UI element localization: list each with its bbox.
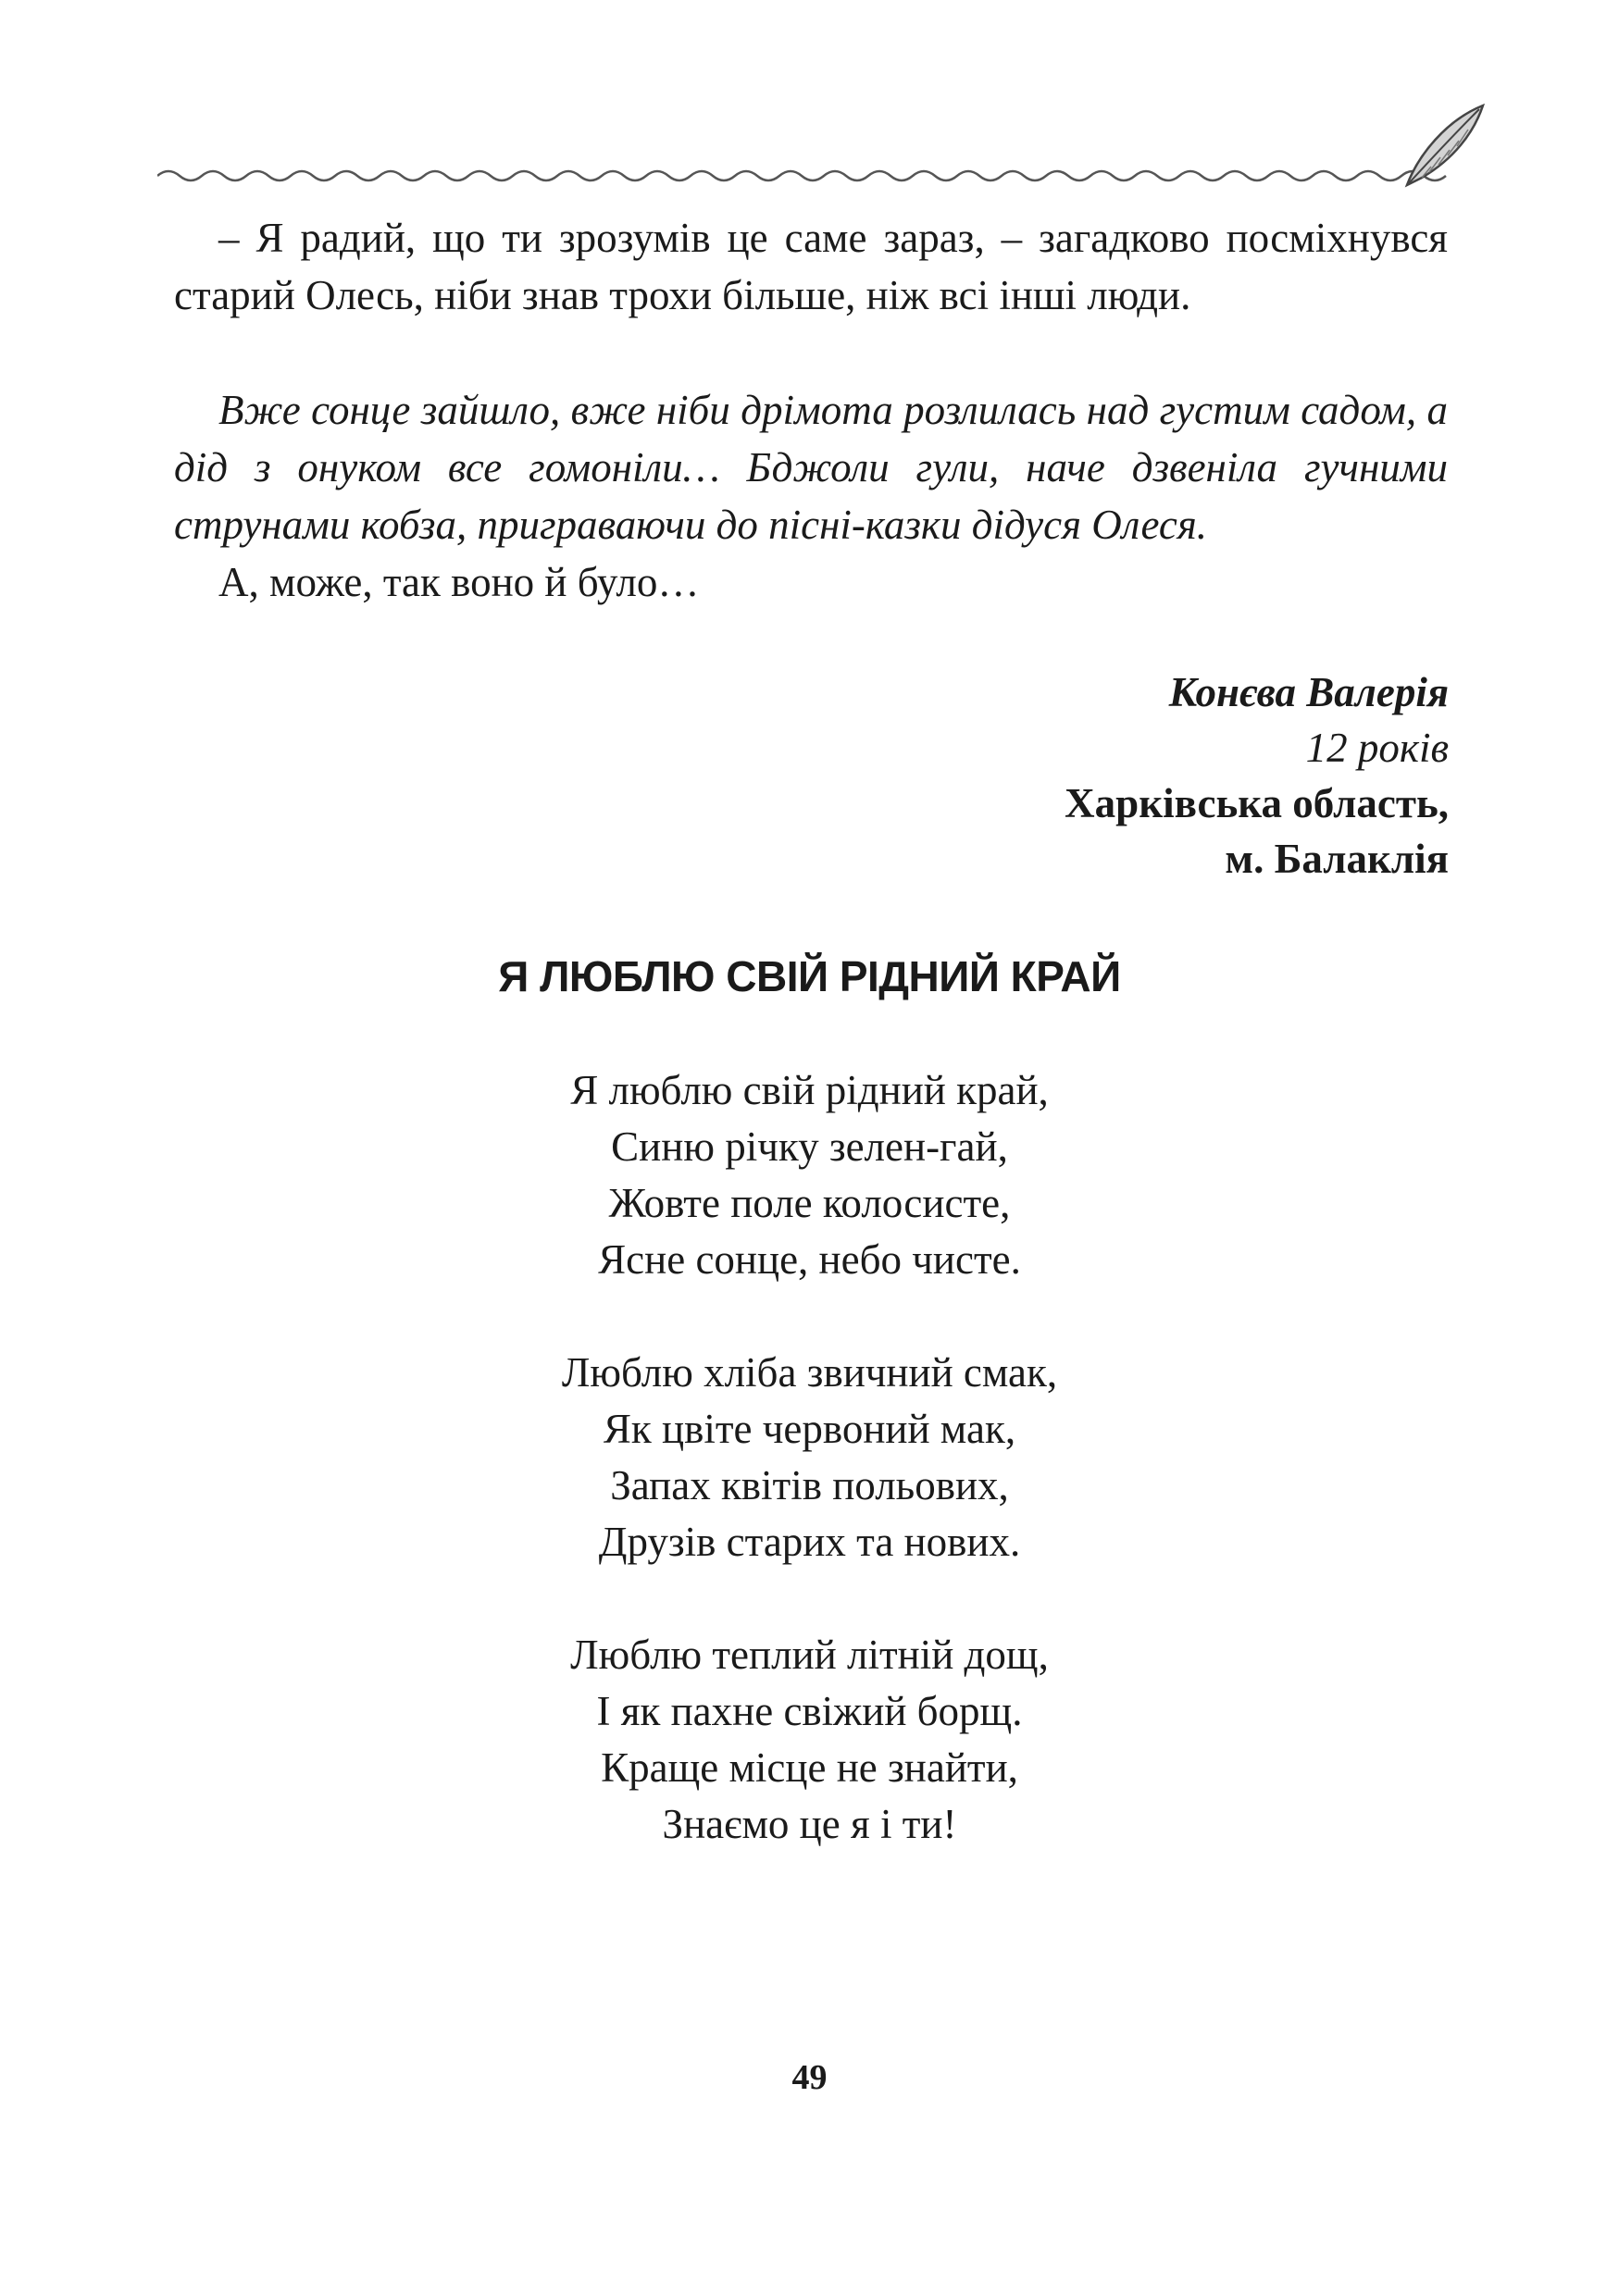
stanza (0, 1345, 1619, 1570)
poem-line: Друзів старих та нових. (598, 1519, 1021, 1565)
poem-body (0, 1062, 1619, 1909)
stanza (0, 1627, 1619, 1853)
author-age: 12 років (1305, 725, 1449, 771)
poem-line: Запах квітів польових, (610, 1462, 1009, 1508)
author-name: Конєва Валерія (1168, 669, 1449, 715)
header-wave-ornament (157, 100, 1490, 192)
poem-line: Синю річку зелен-гай, (611, 1123, 1008, 1170)
author-signature (1065, 664, 1449, 887)
poem-line: Жовте поле колосисте, (608, 1180, 1011, 1226)
author-city: м. Балаклія (1225, 836, 1449, 882)
poem-line: І як пахне свіжий борщ. (596, 1688, 1023, 1734)
poem-line: Ясне сонце, небо чисте. (598, 1236, 1021, 1283)
poem-line: Люблю хліба звичний смак, (561, 1349, 1058, 1396)
poem-line: Краще місце не знайти, (601, 1744, 1018, 1791)
poem-line: Знаємо це я і ти! (662, 1801, 957, 1847)
poem-title: Я ЛЮБЛЮ СВІЙ РІДНИЙ КРАЙ (498, 952, 1121, 1000)
paragraph-evening: Вже сонце зайшло, вже ніби дрімота розлилась над густим садом, а дід з онуком все гомоніли… Бджоли гули, наче дзвеніла гучними струнами кобза, приграваючи до пісні-казки дідуся Олеся. (174, 387, 1448, 548)
poem-line: Я люблю свій рідний край, (570, 1067, 1049, 1113)
author-region: Харківська область, (1065, 780, 1449, 826)
poem-line: Як цвіте червоний мак, (603, 1406, 1016, 1452)
feather-quill-icon (1407, 105, 1483, 185)
wavy-divider (157, 171, 1446, 180)
page-number: 49 (791, 2058, 828, 2097)
poem-line: Люблю теплий літній дощ, (570, 1632, 1049, 1678)
stanza (0, 1062, 1619, 1288)
paragraph-closing: А, може, так воно й було… (218, 559, 700, 605)
paragraph-dialogue: – Я радий, що ти зрозумів це саме зараз, – загадково посміхнувся старий Олесь, ніби знав трохи більше, ніж всі інші люди. (174, 215, 1448, 318)
